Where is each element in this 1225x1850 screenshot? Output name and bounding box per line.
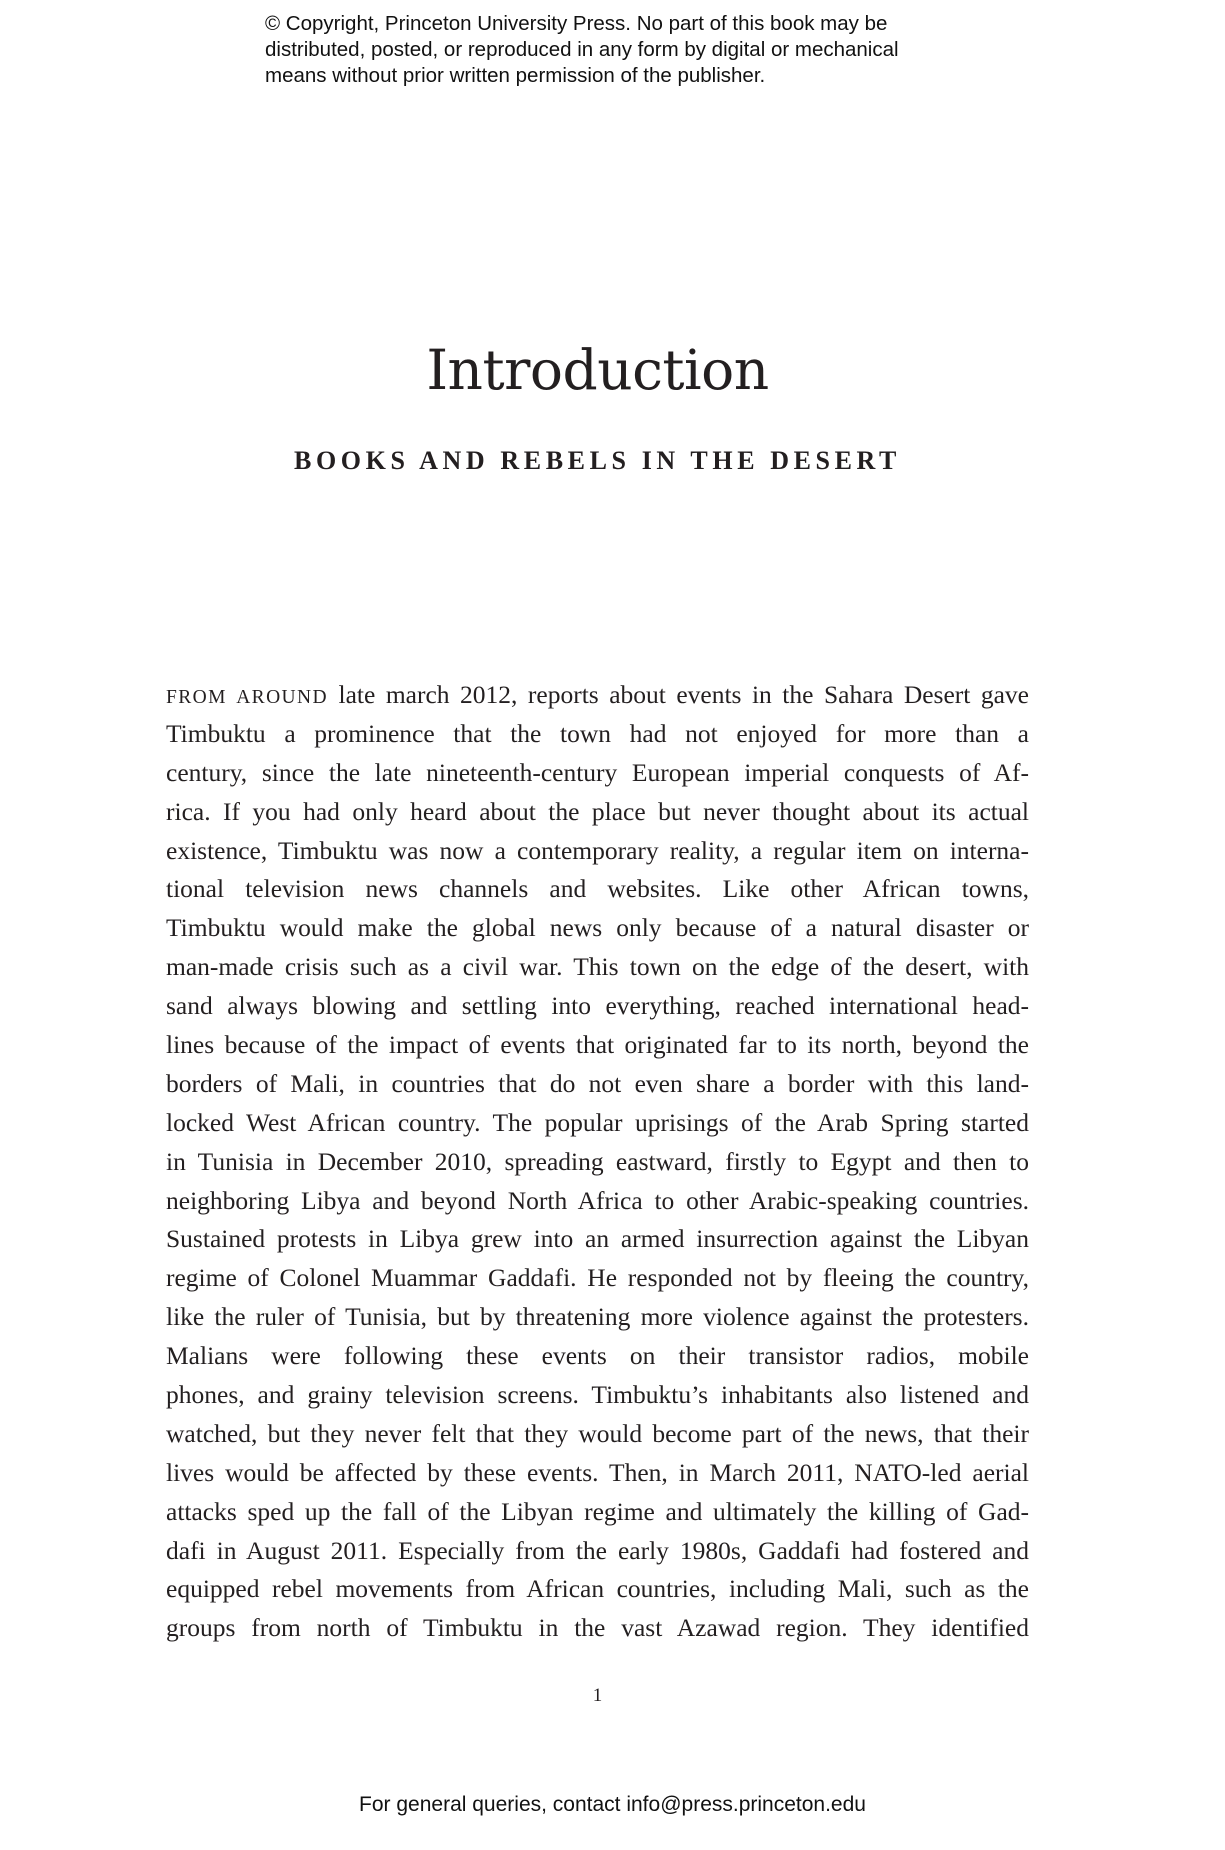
body-line: watched, but they never felt that they would become part of the news, that their	[166, 1418, 1029, 1448]
chapter-subtitle: BOOKS AND REBELS IN THE DESERT	[294, 446, 901, 475]
body-line: borders of Mali, in countries that do not even share a border with this land-	[166, 1068, 1029, 1098]
copyright-line: © Copyright, Princeton University Press. No part of this book may be	[265, 12, 888, 35]
body-line: equipped rebel movements from African countries, including Mali, such as the	[166, 1574, 1029, 1604]
body-line: lines because of the impact of events that originated far to its north, beyond the	[166, 1030, 1029, 1060]
body-line	[166, 676, 1029, 715]
body-line: century, since the late nineteenth-century European imperial conquests of Af-	[166, 757, 1029, 787]
body-line: phones, and grainy television screens. Timbuktu’s inhabitants also listened and	[166, 1380, 1029, 1410]
body-line: attacks sped up the fall of the Libyan regime and ultimately the killing of Gad-	[166, 1496, 1029, 1526]
body-line: regime of Colonel Muammar Gaddafi. He responded not by fleeing the country,	[166, 1263, 1029, 1293]
lead-in-small-caps: FROM AROUND	[166, 687, 329, 708]
body-line: sand always blowing and settling into everything, reached international head-	[166, 991, 1029, 1021]
body-line: in Tunisia in December 2010, spreading eastward, firstly to Egypt and then to	[166, 1146, 1029, 1176]
body-line: like the ruler of Tunisia, but by threatening more violence against the protesters.	[166, 1302, 1029, 1332]
body-line: Sustained protests in Libya grew into an armed insurrection against the Libyan	[166, 1224, 1029, 1254]
body-line: Malians were following these events on their transistor radios, mobile	[166, 1341, 1029, 1371]
body-line: existence, Timbuktu was now a contemporary reality, a regular item on interna-	[166, 835, 1029, 865]
body-line: groups from north of Timbuktu in the vast Azawad region. They identified	[166, 1613, 1029, 1643]
body-line: Timbuktu a prominence that the town had not enjoyed for more than a	[166, 718, 1029, 748]
body-line: Timbuktu would make the global news only because of a natural disaster or	[166, 913, 1029, 943]
body-line: rica. If you had only heard about the place but never thought about its actual	[166, 796, 1029, 826]
copyright-line: distributed, posted, or reproduced in any form by digital or mechanical	[265, 38, 899, 61]
body-line: neighboring Libya and beyond North Africa to other Arabic-speaking countries.	[166, 1185, 1029, 1215]
copyright-line: means without prior written permission of the publisher.	[265, 64, 766, 87]
body-line: man-made crisis such as a civil war. This town on the edge of the desert, with	[166, 952, 1029, 982]
body-line: tional television news channels and websites. Like other African towns,	[166, 874, 1029, 904]
body-text	[166, 676, 1029, 1648]
chapter-title: Introduction	[426, 338, 769, 402]
body-line: lives would be affected by these events. Then, in March 2011, NATO-led aerial	[166, 1457, 1029, 1487]
body-line: locked West African country. The popular uprisings of the Arab Spring started	[166, 1107, 1029, 1137]
page-number: 1	[592, 1685, 603, 1706]
footer-contact: For general queries, contact info@press.princeton.edu	[359, 1793, 866, 1816]
body-line-text: late march 2012, reports about events in the Sahara Desert gave	[338, 680, 1030, 709]
copyright-notice	[265, 11, 1025, 89]
body-line: dafi in August 2011. Especially from the early 1980s, Gaddafi had fostered and	[166, 1535, 1029, 1565]
